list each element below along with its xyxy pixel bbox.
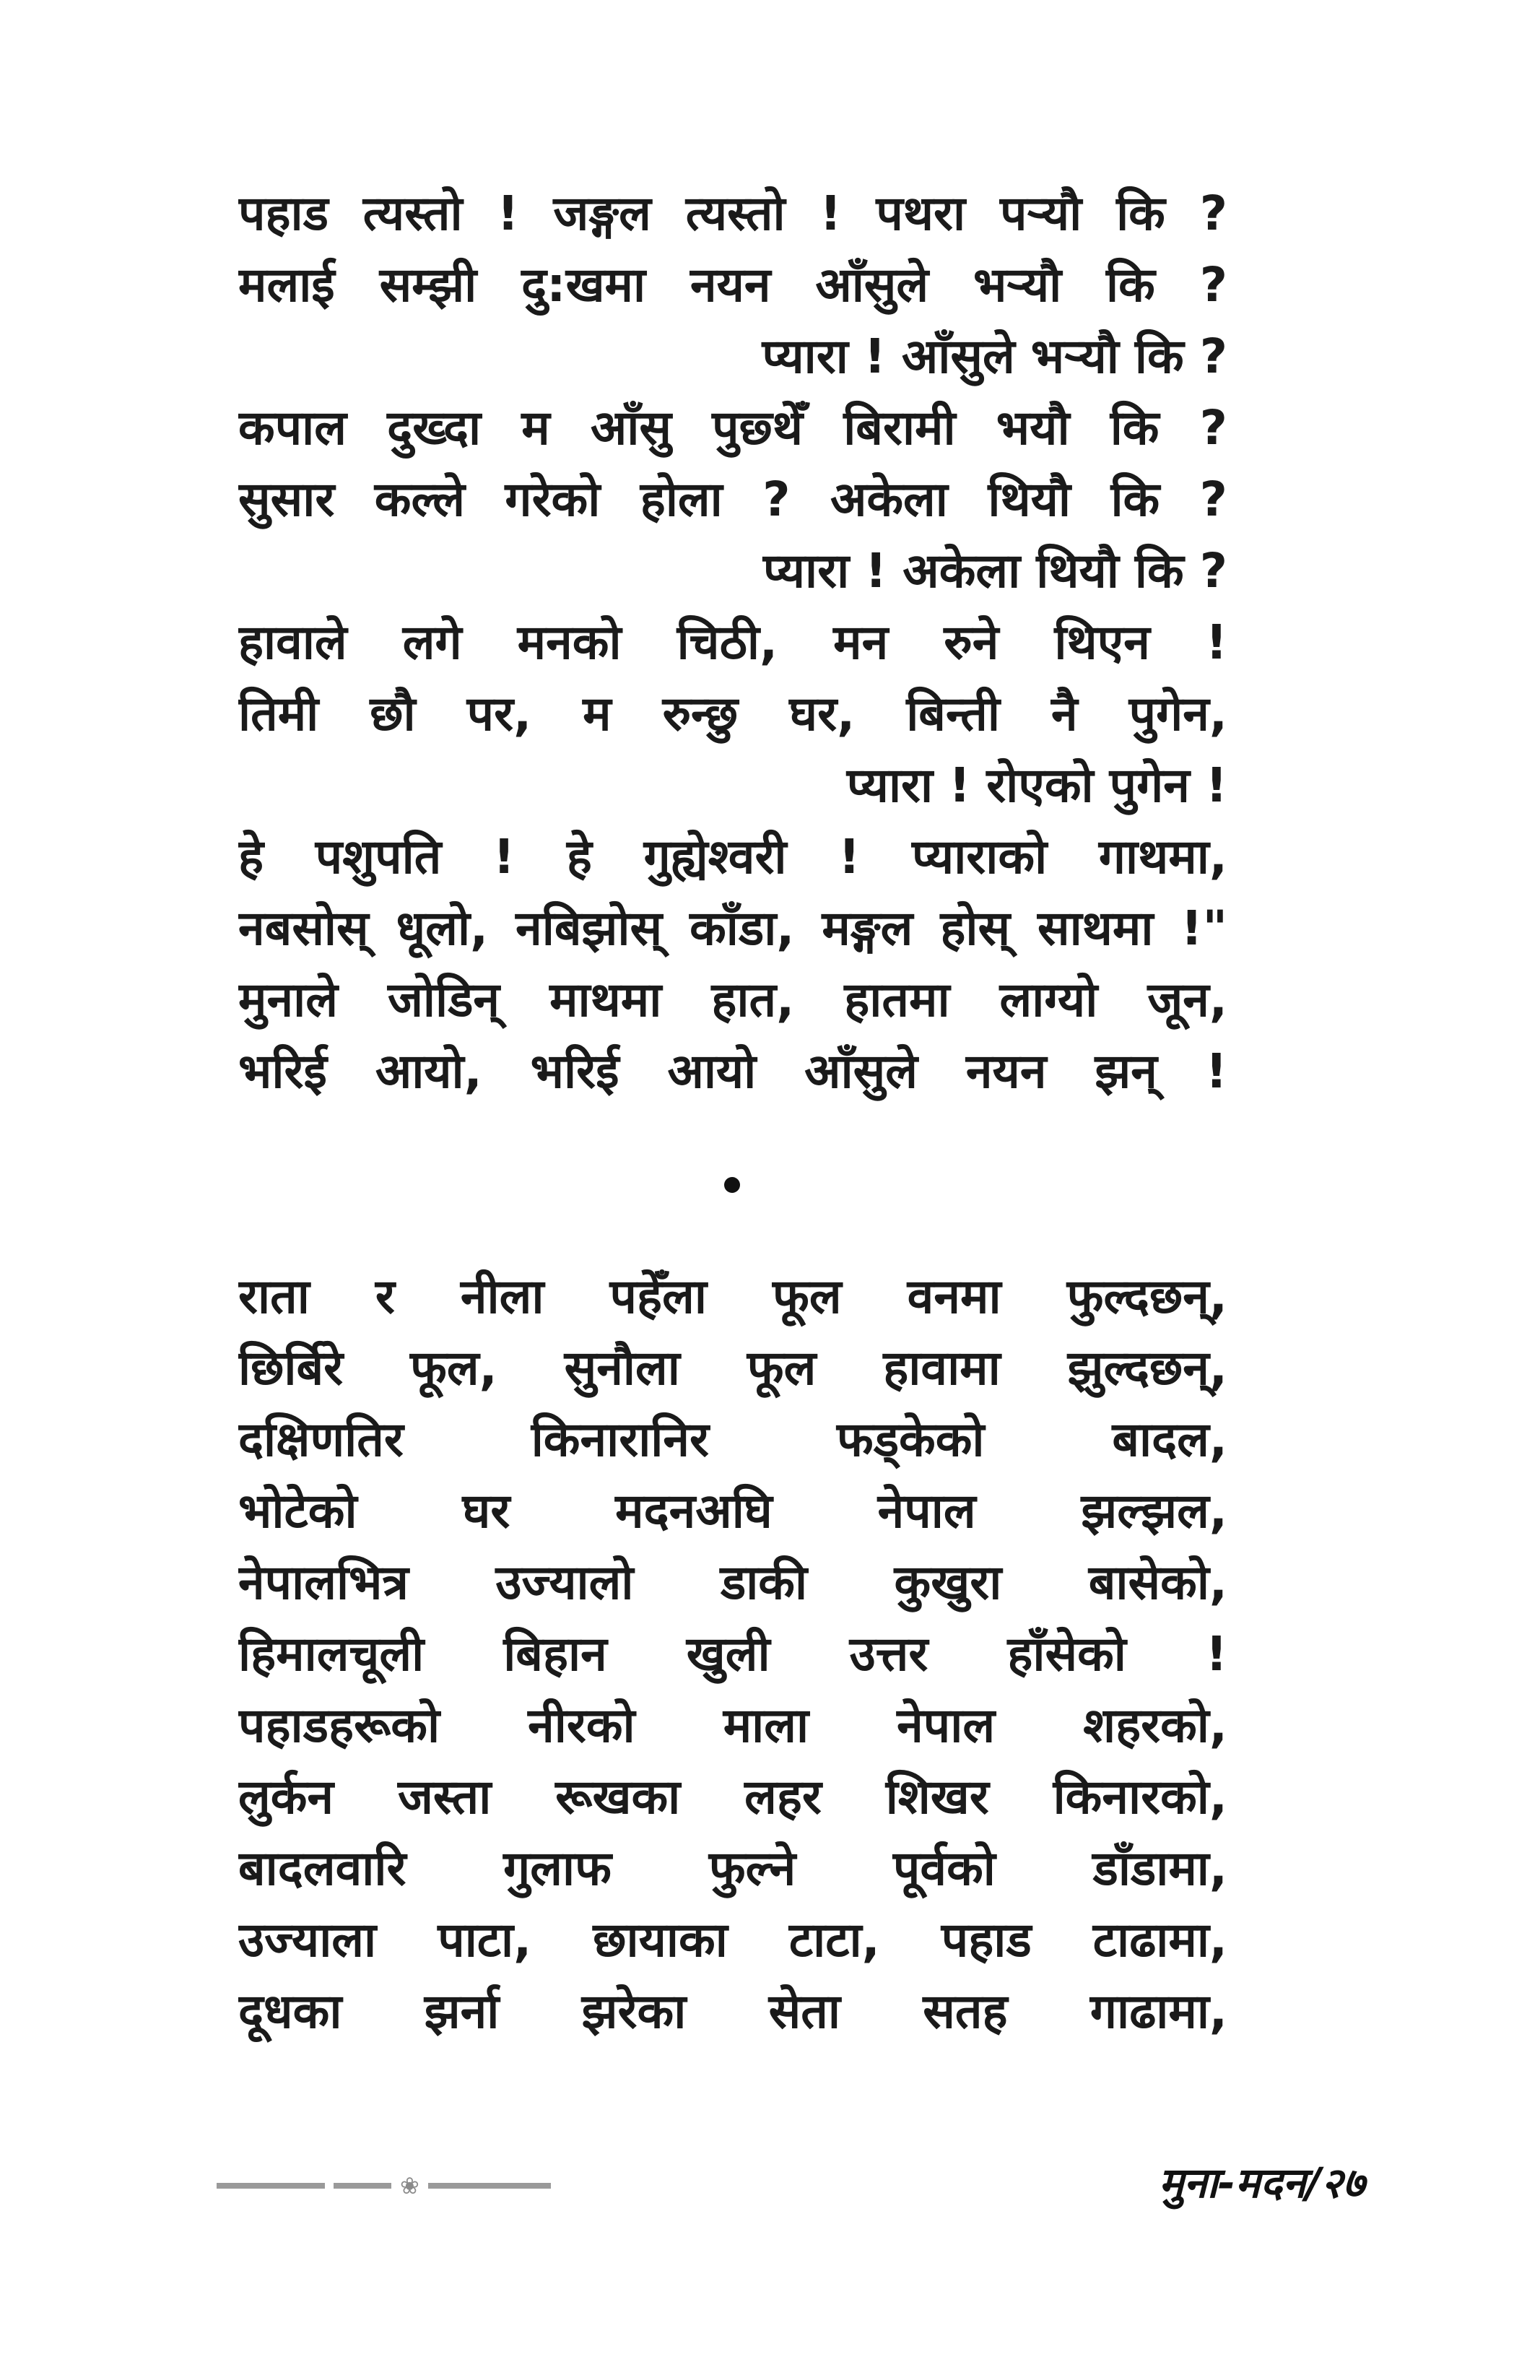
poem-word: मन: [833, 614, 889, 670]
poem-line: [238, 967, 1227, 1033]
poem-word: बिहान: [503, 1626, 607, 1682]
poem-word: माथमा: [549, 972, 662, 1028]
poem-word: !: [865, 543, 887, 599]
poem-line: [238, 681, 1227, 747]
poem-word: फूल: [772, 1269, 842, 1324]
poem-word: डाकी: [720, 1555, 808, 1610]
poem-word: छौ: [370, 686, 416, 742]
poem-word: पुछ्थेँ: [712, 400, 804, 456]
poem-word: हात,: [711, 972, 795, 1028]
poem-word: सतह: [923, 1984, 1008, 2039]
poem-word: भरिई: [238, 1043, 327, 1099]
poem-word: मलाई: [238, 257, 335, 313]
poem-word: छिर्बिरे: [238, 1340, 344, 1396]
poem-word: कि: [1106, 257, 1155, 313]
poem-word: आँसु: [590, 400, 671, 456]
poem-word: मङ्गल: [822, 900, 913, 956]
poem-word: मनको: [517, 614, 622, 670]
poem-word: राता: [238, 1269, 310, 1324]
poem-word: आयो: [667, 1043, 757, 1099]
poem-word: त्यस्तो: [362, 186, 463, 241]
poem-word: त्यस्तो: [685, 186, 786, 241]
poem-word: वनमा: [907, 1269, 1001, 1324]
poem-line: [238, 1907, 1227, 1973]
poem-word: पऱ्यौ: [999, 186, 1082, 241]
poem-word: कि: [1116, 186, 1165, 241]
poem-word: मुनाले: [238, 972, 338, 1028]
poem-word: लगे: [402, 614, 462, 670]
poem-word: छायाका: [593, 1912, 728, 1968]
poem-word: लुर्कन: [238, 1769, 334, 1825]
poem-word: पुगेन,: [1128, 686, 1227, 742]
poem-word: ?: [1199, 257, 1227, 313]
poem-word: पशुपति: [315, 829, 442, 885]
poem-word: काँडा,: [689, 900, 795, 956]
poem-word: झर्ना: [424, 1984, 500, 2039]
poem-word: नयन: [689, 257, 771, 313]
poem-word: हातमा: [844, 972, 950, 1028]
poem-word: खुली: [686, 1626, 770, 1682]
poem-word: कि: [1110, 400, 1160, 456]
poem-word: किनारानिर: [531, 1412, 710, 1467]
poem-word: लाग्यो: [999, 972, 1098, 1028]
poem-word: घर: [462, 1483, 510, 1539]
poem-word: पूर्वको: [892, 1841, 996, 1896]
poem-word: हाँसेको: [1007, 1626, 1126, 1682]
page-number-label: मुना-मदन/२७: [1158, 2158, 1365, 2207]
poem-word: नेपाल: [897, 1698, 996, 1753]
poem-line: [238, 252, 1227, 318]
poem-word: नीरको: [528, 1698, 635, 1753]
poem-word: झुल्दछन्,: [1067, 1340, 1227, 1396]
poem-line: [238, 1836, 1227, 1902]
poem-word: गाथमा,: [1098, 829, 1227, 885]
poem-word: !: [1205, 1626, 1227, 1682]
poem-word: आँसुले: [804, 1043, 918, 1099]
poem-word: झन्: [1095, 1043, 1157, 1099]
bullet-icon: [724, 1177, 740, 1193]
poem-word: जङ्गल: [553, 186, 651, 241]
poem-word: रुन्छु: [662, 686, 739, 742]
poem-word: ?: [762, 472, 791, 527]
poem-word: फुल्दछन्,: [1066, 1269, 1227, 1324]
poem-word: घर,: [789, 686, 856, 742]
poem-word: अकेला: [830, 472, 948, 527]
poem-word: पहाड: [941, 1912, 1032, 1968]
poem-line: [238, 609, 1227, 676]
poem-word: पुगेन: [1109, 757, 1190, 813]
poem-line: [238, 1979, 1227, 2045]
poem-word: प्यारा: [762, 329, 848, 384]
poem-word: !: [819, 186, 842, 241]
poem-word: साथमा: [1037, 900, 1154, 956]
poem-word: उज्याला: [238, 1912, 377, 1968]
poem-word: कि: [1134, 543, 1184, 599]
poem-word: थिएन: [1054, 614, 1150, 670]
poem-word: बासेको,: [1088, 1555, 1227, 1610]
poem-word: आँसुले: [815, 257, 929, 313]
poem-line: [238, 895, 1227, 962]
poem-word: पहाड: [238, 186, 329, 241]
poem-word: सुसार: [238, 472, 335, 527]
poem-word: पथरा: [876, 186, 966, 241]
poem-word: ?: [1199, 543, 1227, 599]
poem-word: बिन्ती: [906, 686, 1001, 742]
poem-word: बिरामी: [843, 400, 956, 456]
footer-text-smudge: [428, 2183, 551, 2189]
poem-word: दुख्दा: [387, 400, 482, 456]
poem-word: !: [863, 329, 886, 384]
poem-word: फड्केको: [836, 1412, 985, 1467]
poem-word: जून,: [1147, 972, 1227, 1028]
poem-line: [238, 538, 1227, 604]
poem-word: थियौ: [988, 472, 1071, 527]
poem-word: गुह्येश्वरी: [643, 829, 787, 885]
poem-word: आयो,: [375, 1043, 482, 1099]
poem-word: हिमालचूली: [238, 1626, 425, 1682]
poem-word: शहरको,: [1083, 1698, 1227, 1753]
poem-word: हे: [238, 829, 264, 885]
poem-word: ?: [1199, 329, 1227, 384]
poem-line: [238, 395, 1227, 461]
poem-word: किनारको,: [1053, 1769, 1227, 1825]
poem-word: !": [1180, 900, 1227, 956]
poem-word: रोएको: [986, 757, 1094, 813]
poem-line: [238, 824, 1227, 890]
poem-word: दूधका: [238, 1984, 342, 2039]
poem-word: फूल,: [410, 1340, 497, 1396]
poem-word: झरेका: [581, 1984, 687, 2039]
poem-line: [238, 752, 1227, 819]
poem-word: थियौ: [1036, 543, 1119, 599]
poem-word: दु:खमा: [521, 257, 646, 313]
poem-line: [238, 1335, 1227, 1402]
poem-word: पहाडहरूको: [238, 1698, 440, 1753]
poem-word: भयौ: [996, 400, 1070, 456]
poem-word: नयन: [965, 1043, 1047, 1099]
poem-word: र: [375, 1269, 395, 1324]
poem-word: लहर: [744, 1769, 822, 1825]
poem-word: हे: [566, 829, 592, 885]
poem-line: [238, 1407, 1227, 1473]
poem-word: नै: [1051, 686, 1078, 742]
footer-text-smudge: [334, 2183, 391, 2189]
poem-word: !: [1205, 614, 1227, 670]
poem-word: हावामा: [883, 1340, 1001, 1396]
poem-word: नबसोस्: [238, 900, 369, 956]
poem-word: डाँडामा,: [1092, 1841, 1227, 1896]
poem-word: बादल,: [1112, 1412, 1227, 1467]
poem-word: धूलो,: [396, 900, 489, 956]
poem-word: फुल्ने: [708, 1841, 796, 1896]
poem-word: सेता: [768, 1984, 840, 2039]
poem-word: रुने: [944, 614, 999, 670]
poem-line: [238, 1550, 1227, 1616]
poem-word: बादलवारि: [238, 1841, 406, 1896]
poem-word: प्याराको: [912, 829, 1048, 885]
poem-word: !: [838, 829, 861, 885]
poem-word: जोडिन्: [387, 972, 500, 1028]
poem-word: भऱ्यौ: [1030, 329, 1119, 384]
poem-line: [238, 1621, 1227, 1688]
poem-word: तिमी: [238, 686, 319, 742]
poem-word: झल्झल,: [1081, 1483, 1227, 1539]
poem-word: गरेको: [505, 472, 601, 527]
poem-word: !: [1205, 1043, 1227, 1099]
poem-word: कपाल: [238, 400, 347, 456]
poem-word: ?: [1199, 186, 1227, 241]
poem-word: दक्षिणतिर: [238, 1412, 404, 1467]
poem-word: उज्यालो: [495, 1555, 634, 1610]
poem-word: कल्ले: [374, 472, 465, 527]
poem-line: [238, 466, 1227, 533]
poem-line: [238, 1038, 1227, 1105]
poem-word: नबिझोस्: [515, 900, 663, 956]
poem-word: म: [521, 400, 550, 456]
poem-word: भोटेको: [238, 1483, 357, 1539]
poem-word: आँसुले: [901, 329, 1015, 384]
poem-word: प्यारा: [846, 757, 934, 813]
poem-word: फूल: [747, 1340, 817, 1396]
poem-line: [238, 323, 1227, 390]
poem-word: टाटा,: [788, 1912, 880, 1968]
poem-word: ?: [1199, 400, 1227, 456]
poem-word: पर,: [466, 686, 532, 742]
poem-line: [238, 181, 1227, 247]
poem-word: !: [497, 186, 519, 241]
poem-word: उत्तर: [849, 1626, 928, 1682]
poem-word: जस्ता: [397, 1769, 492, 1825]
footer-text-smudge: [217, 2183, 325, 2189]
poem-word: चिठी,: [677, 614, 778, 670]
poem-line: [238, 1764, 1227, 1830]
poem-word: कि: [1134, 329, 1184, 384]
poem-word: माला: [723, 1698, 809, 1753]
poem-word: पहेँला: [609, 1269, 707, 1324]
poem-word: प्यारा: [762, 543, 850, 599]
poem-word: मदनअघि: [615, 1483, 773, 1539]
poem-word: !: [1205, 757, 1227, 813]
poem-word: !: [949, 757, 971, 813]
poem-word: शिखर: [885, 1769, 989, 1825]
poem-word: हावाले: [238, 614, 347, 670]
poem-word: सम्झी: [379, 257, 477, 313]
poem-word: अकेला: [902, 543, 1021, 599]
poem-word: भऱ्यौ: [973, 257, 1062, 313]
poem-word: नेपालभित्र: [238, 1555, 409, 1610]
poem-word: टाढामा,: [1092, 1912, 1227, 1968]
poem-word: रूखका: [555, 1769, 681, 1825]
poem-word: कुखुरा: [894, 1555, 1002, 1610]
poem-line: [238, 1693, 1227, 1759]
poem-word: नेपाल: [877, 1483, 976, 1539]
poem-word: होस्: [940, 900, 1011, 956]
flower-ornament-icon: ❀: [400, 2172, 419, 2199]
poem-word: भरिई: [530, 1043, 619, 1099]
poem-line: [238, 1264, 1227, 1330]
poem-word: म: [583, 686, 612, 742]
poem-word: कि: [1110, 472, 1160, 527]
poem-word: गुलाफ: [503, 1841, 612, 1896]
poem-line: [238, 1478, 1227, 1545]
poem-word: गाढामा,: [1089, 1984, 1227, 2039]
footer-publisher-mark: [217, 2173, 563, 2198]
poem-word: !: [493, 829, 515, 885]
poem-word: सुनौला: [564, 1340, 680, 1396]
poem-word: होला: [640, 472, 723, 527]
poem-word: ?: [1199, 472, 1227, 527]
poem-word: पाटा,: [438, 1912, 532, 1968]
poem-word: नीला: [460, 1269, 544, 1324]
